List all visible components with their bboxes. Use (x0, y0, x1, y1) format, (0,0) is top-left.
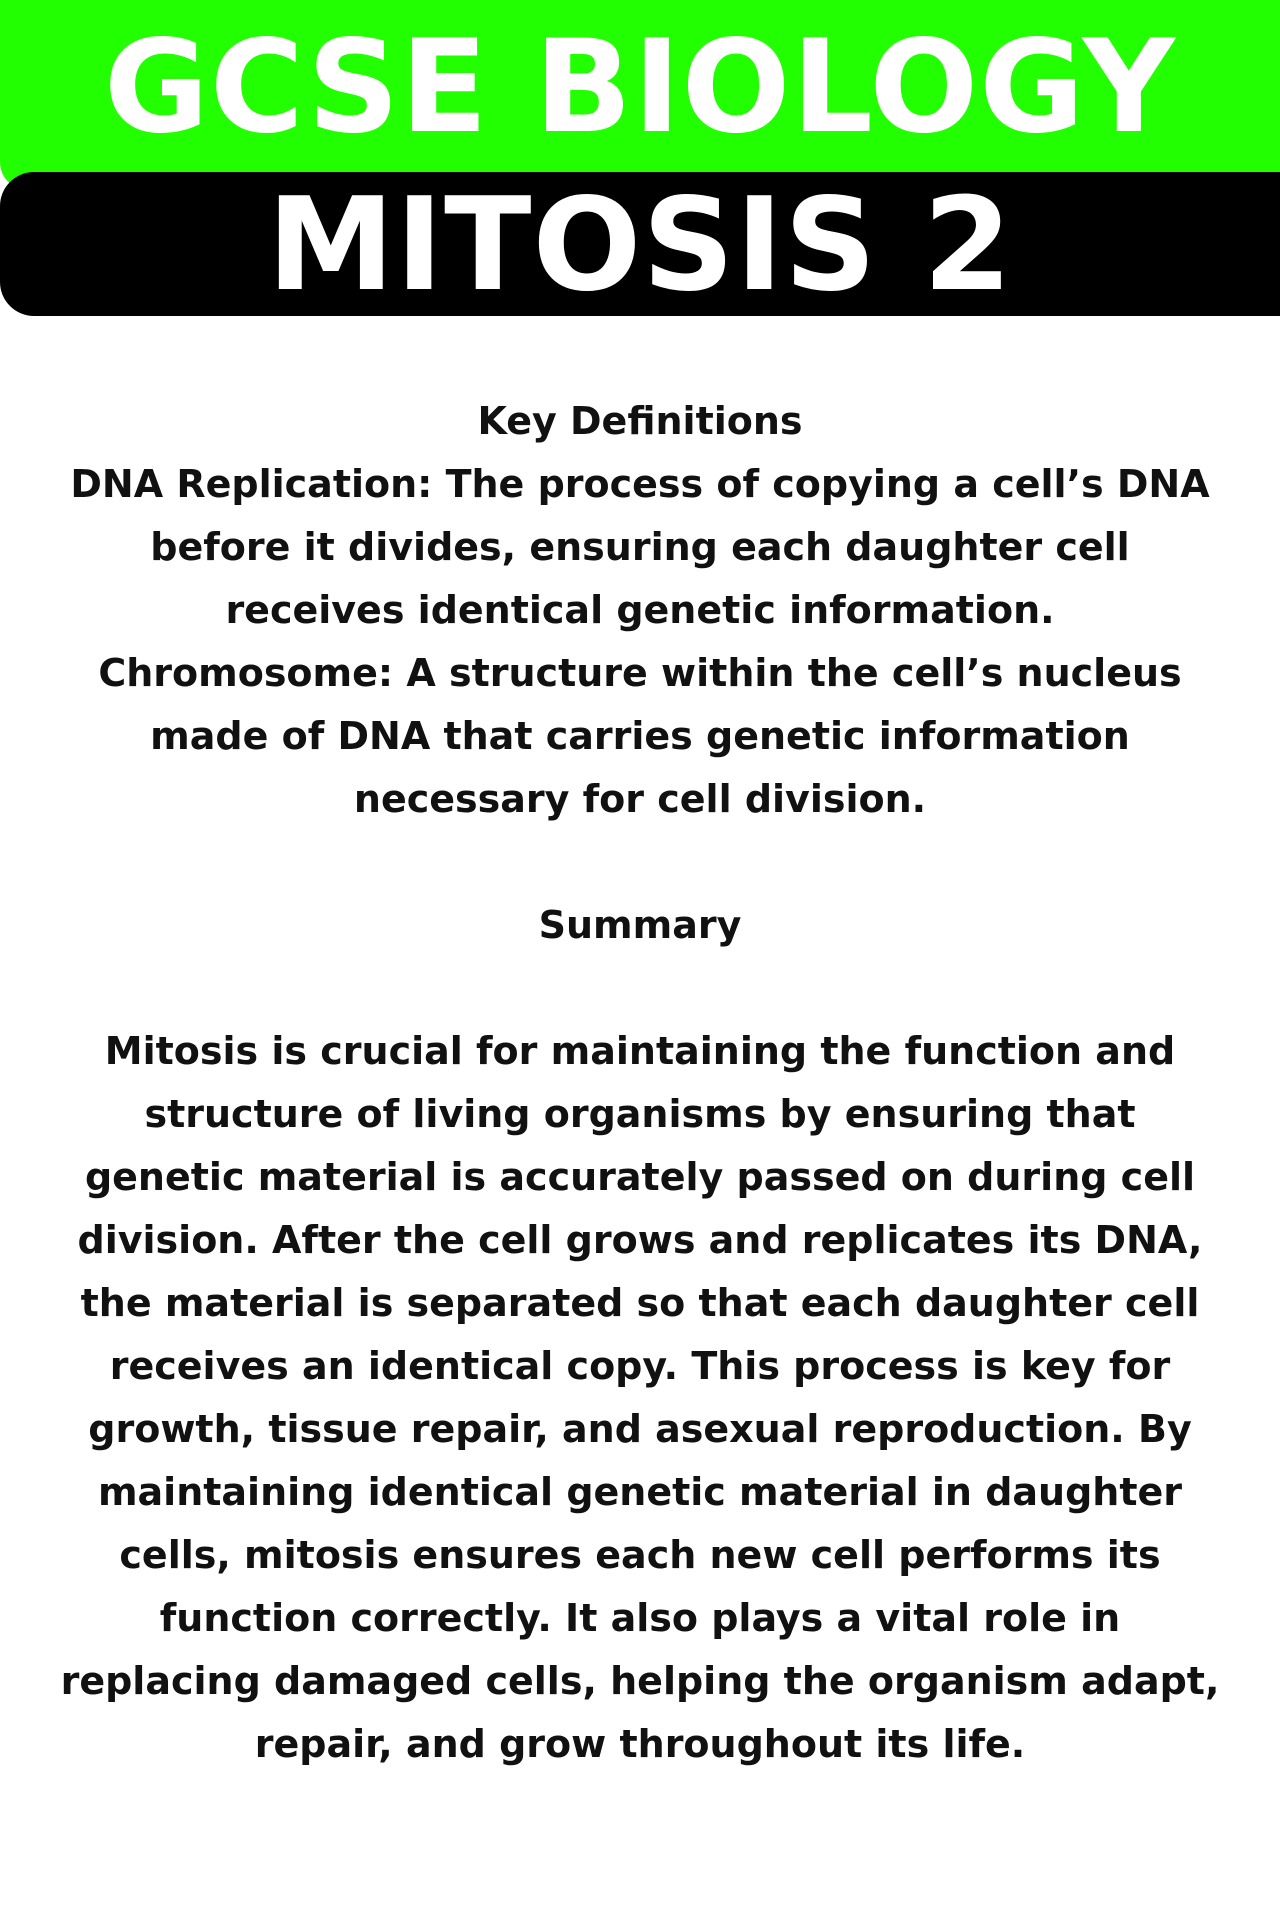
definition-chromosome: Chromosome: A structure within the cell’s nucleus made of DNA that carries genetic information necessary for cell division. (98, 651, 1182, 821)
summary-text: Mitosis is crucial for maintaining the function and structure of living organisms by ensuring that genetic material is accurately passed on during cell division. After the cell grows and replicates its DNA, the material is separated so that each daughter cell receives an identical copy. This process is key for growth, tissue repair, and asexual reproduction. By maintaining identical genetic material in daughter cells, mitosis ensures each new cell performs its function correctly. It also plays a vital role in replacing damaged cells, helping the organism adapt, repair, and grow throughout its life. (60, 1029, 1220, 1766)
spacer (60, 831, 1220, 894)
spacer (60, 957, 1220, 1020)
key-definitions-heading: Key Definitions (477, 399, 803, 443)
page-subtitle: MITOSIS 2 (267, 171, 1013, 320)
definition-dna-replication: DNA Replication: The process of copying a cell’s DNA before it divides, ensuring each daughter cell receives identical genetic information. (70, 462, 1210, 632)
summary-heading: Summary (538, 903, 742, 947)
page-title: GCSE BIOLOGY (103, 13, 1177, 162)
document-body (60, 390, 1220, 1776)
